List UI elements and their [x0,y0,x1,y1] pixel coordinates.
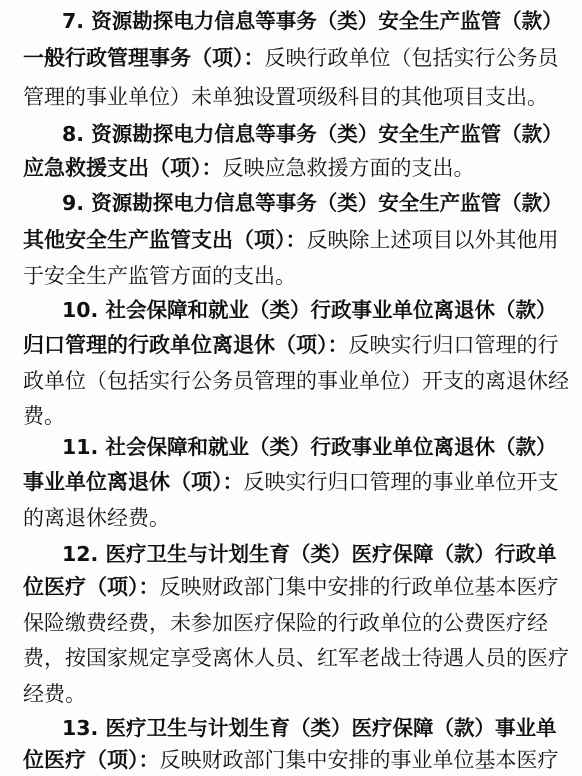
item-text: 费。 [23,404,65,428]
item-text: 管理的事业单位）未单独设置项级科目的其他项目支出。 [23,85,548,109]
paragraph-line [0,573,559,601]
item-text: 的离退休经费。 [23,506,170,530]
item-heading: 归口管理的行政单位离退休（项）： [23,333,349,357]
paragraph-line [0,83,548,111]
item-text: 于安全生产监管方面的支出。 [23,264,296,288]
item-text: 反映实行归口管理的行 [348,333,559,357]
item-heading: 7. 资源勘探电力信息等事务（类）安全生产监管（款） [62,9,563,33]
item-heading: 其他安全生产监管支出（项）： [23,228,307,252]
item-text: 反映财政部门集中安排的事业单位基本医疗 [159,748,559,772]
paragraph-line [0,433,582,461]
paragraph-line [0,609,548,637]
paragraph-line [0,189,582,217]
paragraph-line [0,120,582,148]
paragraph-line [0,296,582,324]
paragraph-line [0,262,543,290]
paragraph-line [0,504,543,532]
item-heading: 位医疗（项）： [23,748,160,772]
item-heading: 一般行政管理事务（项）： [23,46,265,70]
paragraph-line [0,44,559,72]
item-text: 反映实行归口管理的事业单位开支 [243,470,559,494]
item-heading: 8. 资源勘探电力信息等事务（类）安全生产监管（款） [62,122,563,146]
item-text: 政单位（包括实行公务员管理的事业单位）开支的离退休经 [23,369,569,393]
item-text: 费，按国家规定享受离休人员、红军老战士待遇人员的医疗 [23,646,569,670]
item-heading: 12. 医疗卫生与计划生育（类）医疗保障（款）行政单 [62,542,557,566]
paragraph-line [0,468,559,496]
paragraph-line [0,540,582,568]
paragraph-line [0,680,543,708]
item-text: 反映应急救援方面的支出。 [222,156,475,180]
item-heading: 应急救援支出（项）： [23,156,223,180]
item-heading: 9. 资源勘探电力信息等事务（类）安全生产监管（款） [62,191,563,215]
paragraph-line [0,367,569,395]
item-heading: 11. 社会保障和就业（类）行政事业单位离退休（款） [62,435,557,459]
paragraph-line [0,7,582,35]
item-text: 保险缴费经费，未参加医疗保险的行政单位的公费医疗经 [23,611,548,635]
item-heading: 事业单位离退休（项）： [23,470,244,494]
item-text: 反映财政部门集中安排的行政单位基本医疗 [159,575,559,599]
paragraph-line [0,226,559,254]
item-heading: 10. 社会保障和就业（类）行政事业单位离退休（款） [62,298,557,322]
item-heading: 位医疗（项）： [23,575,160,599]
item-heading: 13. 医疗卫生与计划生育（类）医疗保障（款）事业单 [62,716,557,740]
paragraph-line [0,154,543,182]
paragraph-line [0,746,559,774]
item-text: 经费。 [23,682,86,706]
item-text: 反映除上述项目以外其他用 [306,228,559,252]
paragraph-line [0,402,543,430]
paragraph-line [0,644,569,672]
paragraph-line [0,331,559,359]
item-text: 反映行政单位（包括实行公务员 [264,46,559,70]
paragraph-line [0,714,582,742]
